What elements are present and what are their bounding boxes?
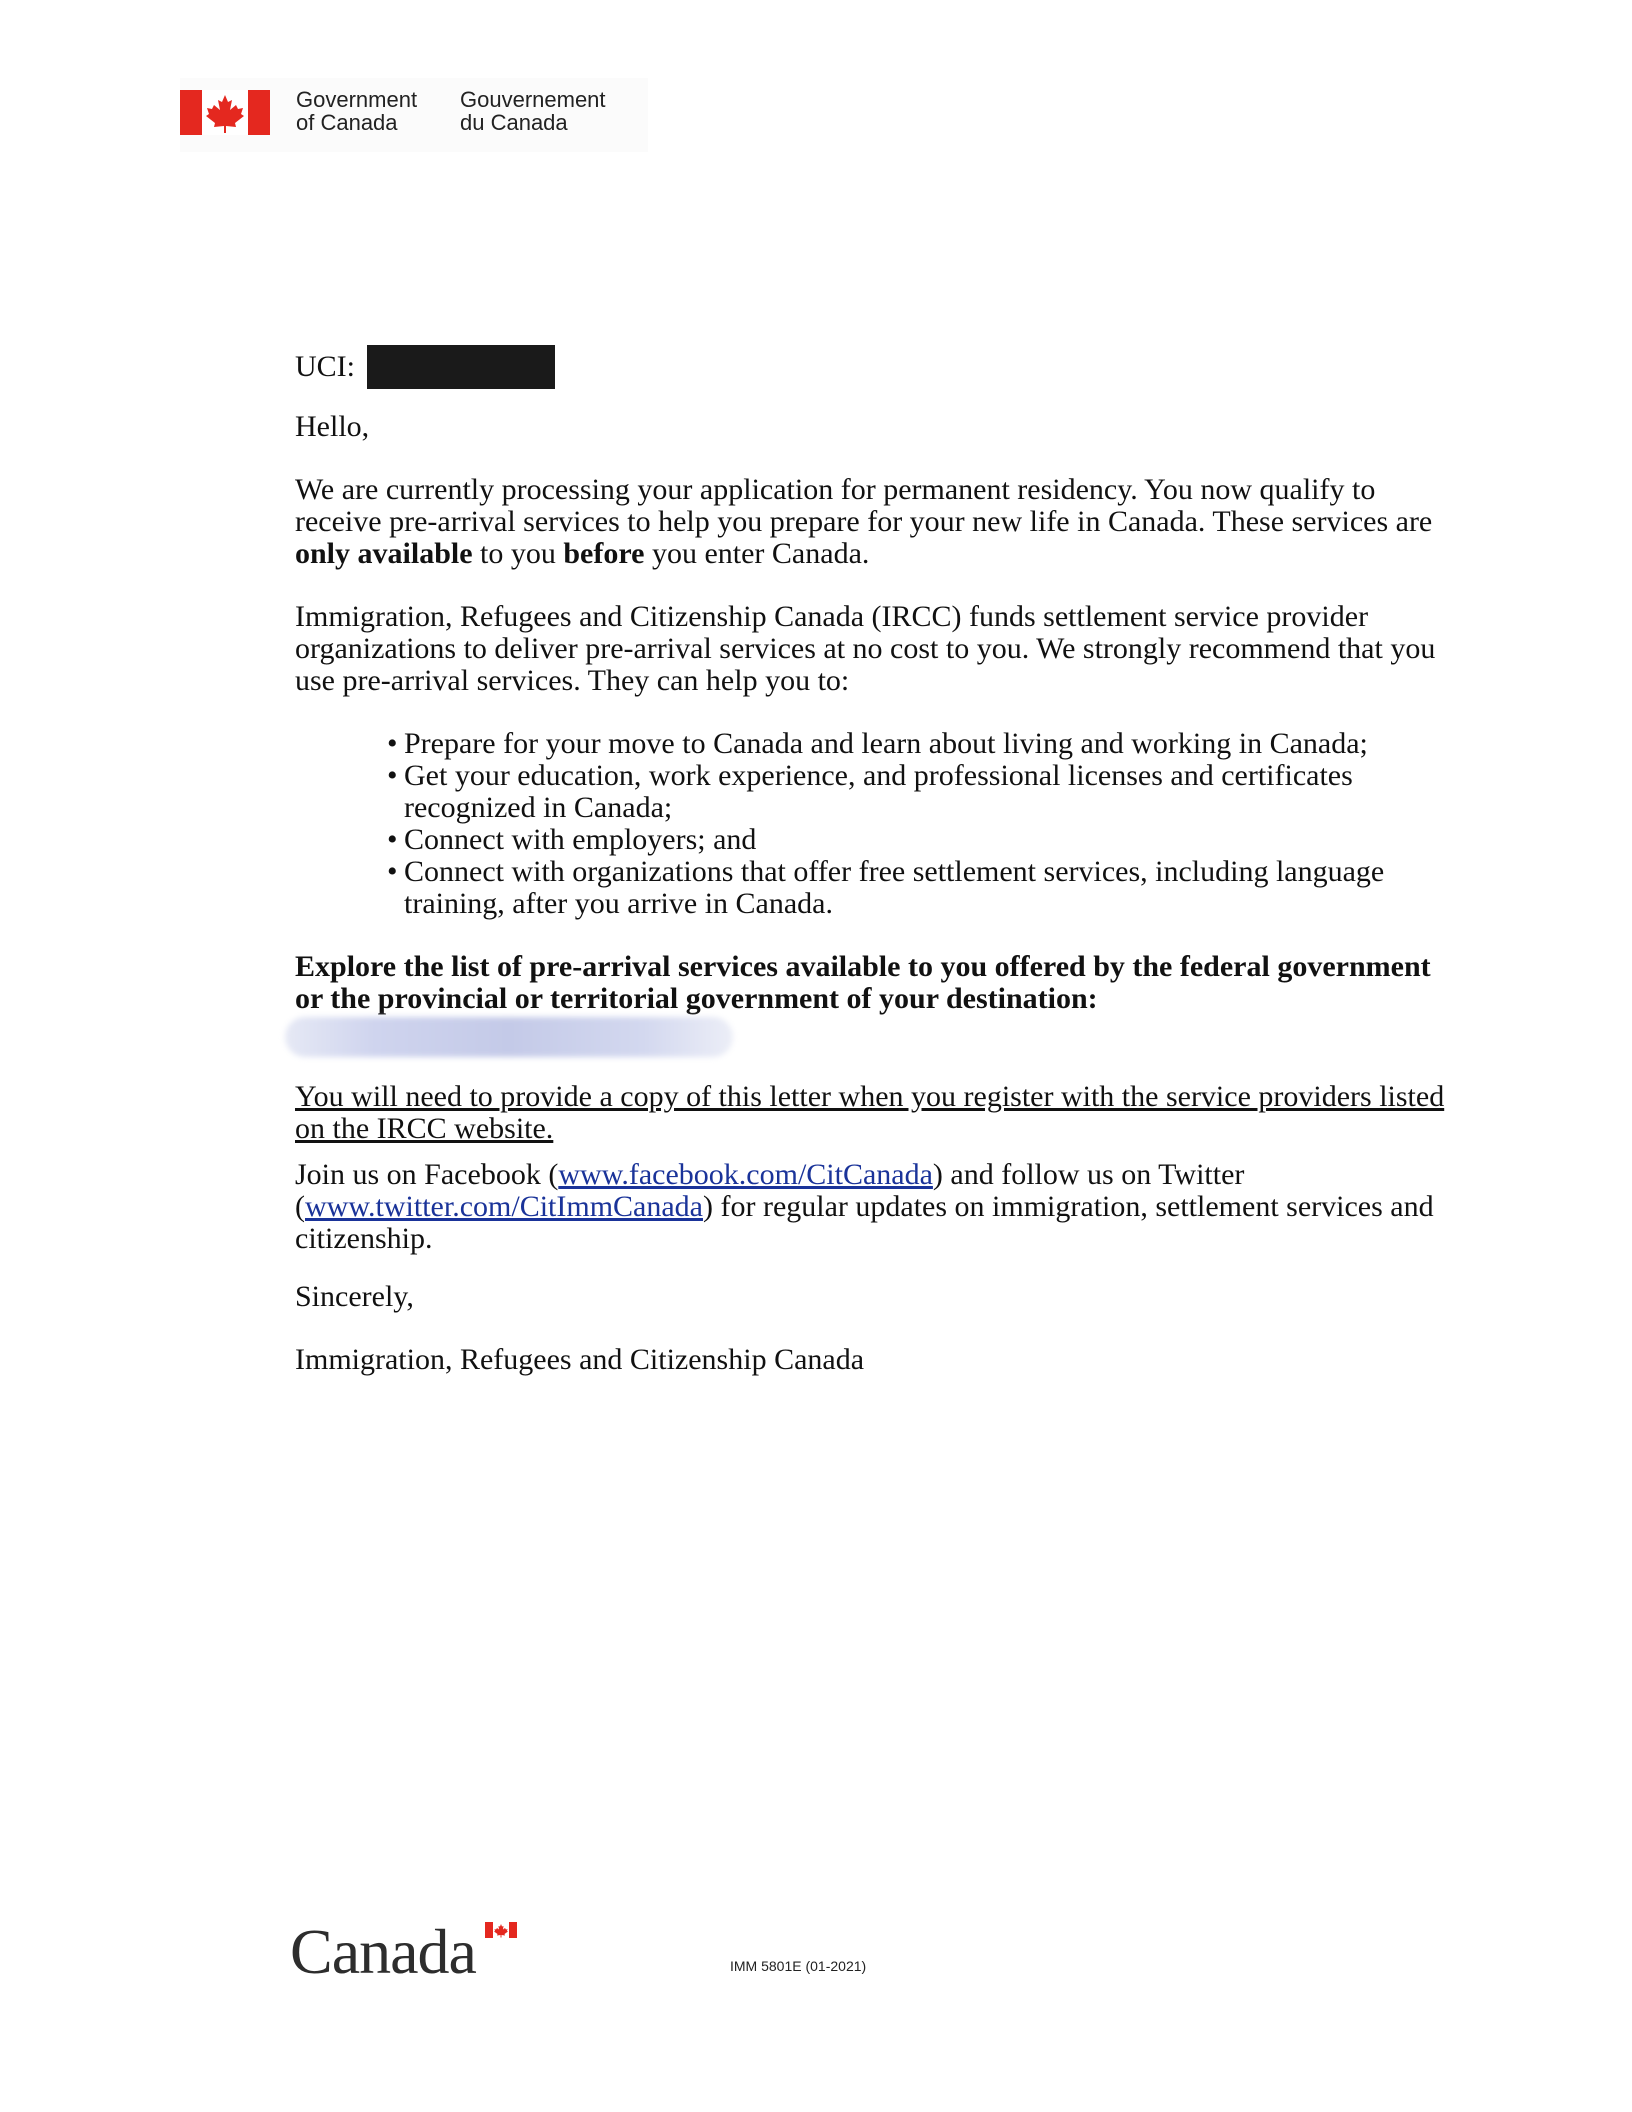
- uci-row: [295, 345, 1455, 389]
- explore-heading: Explore the list of pre-arrival services available to you offered by the federal government or the provincial or territorial government of your destination:: [295, 950, 1431, 1015]
- intro-text-a: We are currently processing your application for permanent residency. You now qualify to receive pre-arrival services to help you prepare for your new life in Canada. These services are: [295, 473, 1433, 538]
- join-text-c: ) for regular updates on immigration, settlement services and citizenship.: [295, 1190, 1434, 1255]
- signature: Immigration, Refugees and Citizenship Canada: [295, 1343, 865, 1376]
- gov-fr-line2: du Canada: [460, 110, 568, 135]
- intro-text-c: you enter Canada.: [644, 537, 870, 570]
- list-item-text: Get your education, work experience, and professional licenses and certificates recognized in Canada;: [404, 759, 1353, 824]
- list-item-text: Prepare for your move to Canada and learn about living and working in Canada;: [404, 727, 1368, 760]
- benefits-list: [295, 728, 1455, 920]
- letter-body: [295, 345, 1455, 1376]
- intro-bold-only-available: only available: [295, 537, 473, 570]
- gov-en-line2: of Canada: [296, 110, 398, 135]
- twitter-link[interactable]: www.twitter.com/CitImmCanada: [305, 1190, 703, 1223]
- form-code: IMM 5801E (01-2021): [730, 1958, 867, 1974]
- list-item: [387, 824, 1455, 856]
- bullet-icon: •: [387, 727, 398, 760]
- facebook-link[interactable]: www.facebook.com/CitCanada: [558, 1158, 933, 1191]
- bullet-icon: •: [387, 759, 398, 792]
- list-item-text: Connect with organizations that offer free settlement services, including language training, after you arrive in Canada.: [404, 855, 1385, 920]
- gov-en-line1: Government: [296, 87, 418, 112]
- join-text-a: Join us on Facebook (: [295, 1158, 559, 1191]
- intro-text-b: to you: [472, 537, 564, 570]
- government-of-canada-en: [296, 88, 417, 134]
- uci-redaction: [367, 345, 555, 389]
- canada-wordmark-text: Canada: [290, 1916, 476, 1987]
- uci-label: UCI:: [295, 350, 355, 383]
- canada-flag-icon: [180, 90, 270, 135]
- social-media-paragraph: [295, 1159, 1455, 1255]
- list-item-text: Connect with employers; and: [404, 823, 757, 856]
- intro-paragraph: [295, 474, 1455, 570]
- list-item: [387, 728, 1455, 760]
- join-text-b: ) and follow us on Twitter (: [295, 1158, 1245, 1223]
- funding-paragraph: Immigration, Refugees and Citizenship Canada (IRCC) funds settlement service provider organizations to deliver pre-arrival services at no cost to you. We strongly recommend that you use pre-arrival services. They can help you to:: [295, 600, 1436, 697]
- list-item: [387, 856, 1455, 920]
- gouvernement-du-canada-fr: [460, 88, 606, 134]
- greeting: Hello,: [295, 410, 370, 443]
- gov-fr-line1: Gouvernement: [460, 87, 606, 112]
- list-item: [387, 760, 1455, 824]
- bullet-icon: •: [387, 823, 398, 856]
- bullet-icon: •: [387, 855, 398, 888]
- closing: Sincerely,: [295, 1280, 414, 1313]
- canada-wordmark: [290, 1916, 530, 1987]
- provide-copy-notice: You will need to provide a copy of this letter when you register with the service providers listed on the IRCC website.: [295, 1080, 1445, 1145]
- intro-bold-before: before: [563, 537, 645, 570]
- government-of-canada-signature: [180, 78, 648, 152]
- canada-flag-icon: [485, 1922, 517, 1938]
- redacted-link[interactable]: [285, 1017, 733, 1057]
